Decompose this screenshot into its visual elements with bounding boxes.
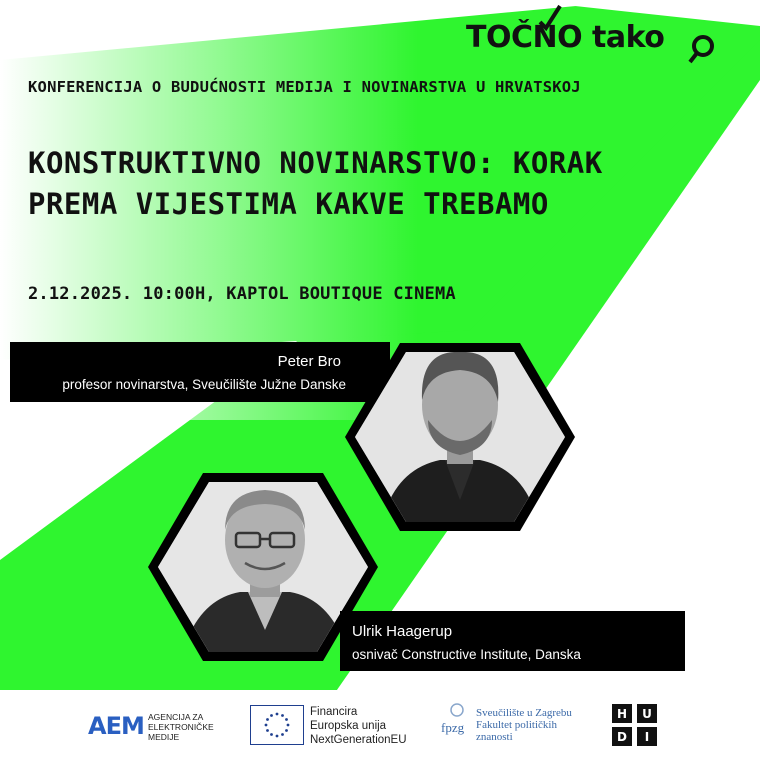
- aem-logo: AEM: [88, 712, 144, 740]
- hudi-logo: [612, 704, 658, 746]
- speaker-role: osnivač Constructive Institute, Danska: [352, 647, 581, 662]
- hudi-letter: D: [617, 730, 627, 744]
- speaker-band-ulrik: [340, 611, 685, 671]
- eu-funding-label: Financira Europska unija NextGenerationEU: [310, 706, 407, 746]
- eu-flag-icon: [250, 705, 304, 745]
- hudi-letter: H: [616, 707, 628, 721]
- hudi-letter: U: [642, 707, 652, 721]
- speaker-role: profesor novinarstva, Sveučilište Južne Danske: [62, 377, 346, 392]
- event-title: KONSTRUKTIVNO NOVINARSTVO: KORAK PREMA VIJESTIMA KAKVE TREBAMO: [28, 146, 603, 221]
- speaker-name: Peter Bro: [277, 353, 341, 370]
- portrait-peter-bro: [340, 340, 580, 540]
- aem-label: AGENCIJA ZA ELEKTRONIČKE MEDIJE: [148, 712, 214, 742]
- hudi-letter: I: [644, 730, 650, 744]
- speaker-name: Ulrik Haagerup: [352, 623, 453, 640]
- conference-subtitle: KONFERENCIJA O BUDUĆNOSTI MEDIJA I NOVINARSTVA U HRVATSKOJ: [28, 78, 581, 96]
- fpzg-logo: fpzg: [441, 720, 465, 735]
- event-date-location: 2.12.2025. 10:00H, KAPTOL BOUTIQUE CINEMA: [28, 284, 456, 304]
- brand-logo: TOČNO tako: [466, 20, 665, 55]
- fpzg-label: Sveučilište u Zagrebu Fakultet političkih znanosti: [476, 707, 572, 743]
